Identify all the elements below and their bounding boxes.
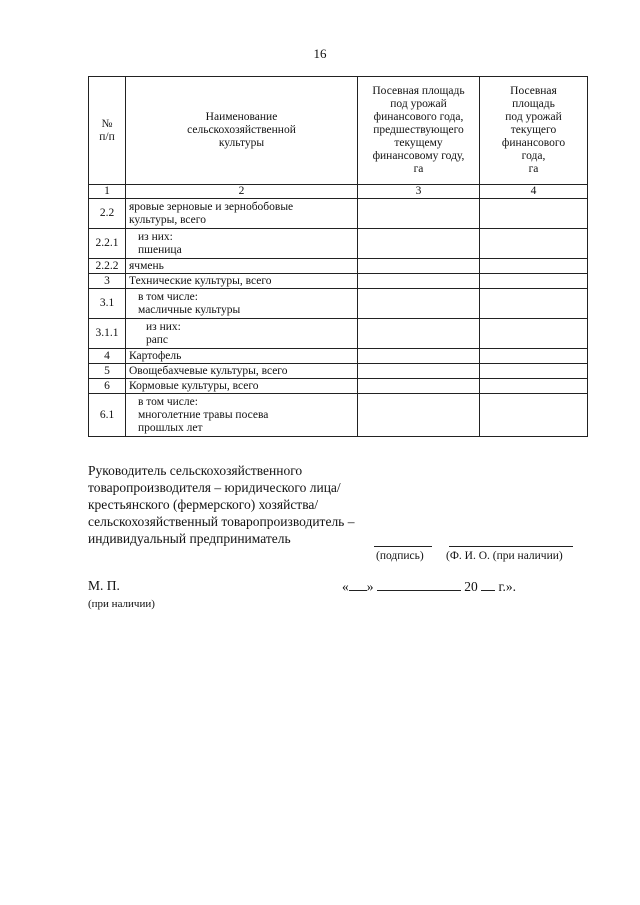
row-number: 4	[89, 349, 126, 364]
page-number: 16	[313, 46, 327, 61]
table-row	[89, 289, 588, 319]
column-index: 3	[358, 185, 480, 199]
name-caption: (Ф. И. О. (при наличии)	[446, 550, 563, 562]
prev-year-area-cell[interactable]	[358, 274, 480, 289]
stamp-label: М. П.	[88, 578, 120, 593]
row-number: 6	[89, 379, 126, 394]
prev-year-area-cell[interactable]	[358, 289, 480, 319]
prev-year-area-cell[interactable]	[358, 259, 480, 274]
row-number: 6.1	[89, 394, 126, 437]
date-line	[342, 578, 516, 595]
crop-name: Кормовые культуры, всего	[126, 379, 358, 394]
header-curr-year-text: Посевная площадь под урожай текущего финансового года, га	[501, 85, 566, 175]
row-number: 2.2.1	[89, 229, 126, 259]
row-number: 5	[89, 364, 126, 379]
crop-name: в том числе: масличные культуры	[126, 289, 358, 319]
table-row	[89, 259, 588, 274]
curr-year-area-cell[interactable]	[480, 229, 588, 259]
table-row	[89, 394, 588, 437]
date-close-quote: »	[366, 579, 374, 594]
signature-block	[88, 462, 588, 547]
month-blank[interactable]	[377, 578, 461, 591]
row-number: 2.2	[89, 199, 126, 229]
prev-year-area-cell[interactable]	[358, 199, 480, 229]
year-prefix: 20	[464, 579, 478, 594]
crop-name: в том числе: многолетние травы посева прошлых лет	[126, 394, 358, 437]
signature-line: товаропроизводителя – юридического лица/	[88, 480, 341, 495]
table-row	[89, 229, 588, 259]
header-curr-year-area	[480, 77, 588, 185]
signature-caption: (подпись)	[376, 550, 424, 562]
prev-year-area-cell[interactable]	[358, 379, 480, 394]
column-index-row	[89, 185, 588, 199]
header-prev-year-text: Посевная площадь под урожай финансового года, предшествующего текущему финансовому году, га	[372, 85, 465, 175]
row-number: 3.1	[89, 289, 126, 319]
curr-year-area-cell[interactable]	[480, 379, 588, 394]
table-row	[89, 379, 588, 394]
signature-line: индивидуальный предприниматель	[88, 531, 291, 546]
table-row	[89, 364, 588, 379]
prev-year-area-cell[interactable]	[358, 364, 480, 379]
prev-year-area-cell[interactable]	[358, 394, 480, 437]
row-number: 3.1.1	[89, 319, 126, 349]
curr-year-area-cell[interactable]	[480, 274, 588, 289]
table-row	[89, 199, 588, 229]
crop-name: яровые зерновые и зернобобовые культуры, всего	[126, 199, 358, 229]
crop-name: ячмень	[126, 259, 358, 274]
signature-line: крестьянского (фермерского) хозяйства/	[88, 497, 319, 512]
curr-year-area-cell[interactable]	[480, 364, 588, 379]
crop-name: из них: пшеница	[126, 229, 358, 259]
column-index: 2	[126, 185, 358, 199]
curr-year-area-cell[interactable]	[480, 319, 588, 349]
header-num-text: № п/п	[99, 117, 115, 143]
curr-year-area-cell[interactable]	[480, 289, 588, 319]
prev-year-area-cell[interactable]	[358, 319, 480, 349]
table-row	[89, 349, 588, 364]
curr-year-area-cell[interactable]	[480, 259, 588, 274]
column-index: 1	[89, 185, 126, 199]
crop-rows	[89, 199, 588, 437]
day-blank[interactable]	[349, 578, 367, 591]
curr-year-area-cell[interactable]	[480, 349, 588, 364]
crop-name: Технические культуры, всего	[126, 274, 358, 289]
crop-name: Овощебахчевые культуры, всего	[126, 364, 358, 379]
header-num	[89, 77, 126, 185]
table-row	[89, 274, 588, 289]
curr-year-area-cell[interactable]	[480, 199, 588, 229]
table-row	[89, 319, 588, 349]
year-suffix: г.».	[498, 579, 517, 594]
row-number: 3	[89, 274, 126, 289]
header-name-text: Наименование сельскохозяйственной культуры	[187, 111, 296, 149]
signature-blank-line[interactable]	[374, 546, 432, 547]
table-header-row	[89, 77, 588, 185]
column-index: 4	[480, 185, 588, 199]
signature-line: Руководитель сельскохозяйственного	[88, 463, 303, 478]
name-blank-line[interactable]	[449, 546, 573, 547]
stamp-note: (при наличии)	[88, 598, 155, 610]
curr-year-area-cell[interactable]	[480, 394, 588, 437]
crops-table	[88, 76, 588, 437]
header-prev-year-area	[358, 77, 480, 185]
date-open-quote: «	[342, 579, 349, 594]
row-number: 2.2.2	[89, 259, 126, 274]
year-blank[interactable]	[481, 578, 495, 591]
prev-year-area-cell[interactable]	[358, 349, 480, 364]
header-name	[126, 77, 358, 185]
crop-name: Картофель	[126, 349, 358, 364]
crop-name: из них: рапс	[126, 319, 358, 349]
prev-year-area-cell[interactable]	[358, 229, 480, 259]
signature-line: сельскохозяйственный товаропроизводитель –	[88, 514, 355, 529]
